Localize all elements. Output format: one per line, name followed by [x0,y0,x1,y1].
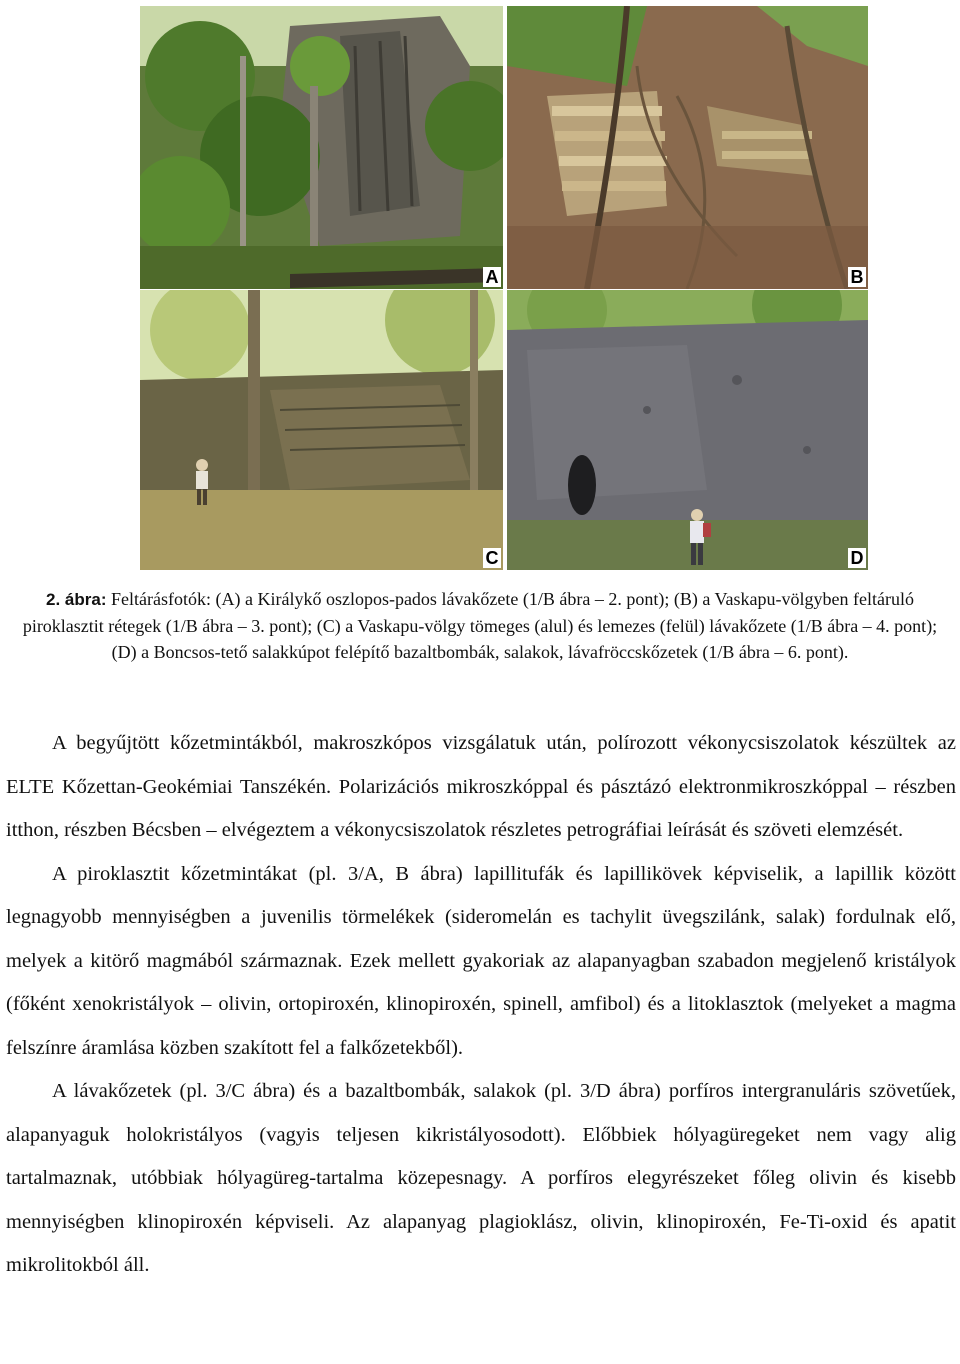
figure-caption-text: Feltárásfotók: (A) a Királykő oszlopos-pados lávakőzete (1/B ábra – 2. pont); (B) a Vaskapu-völgyben feltáruló piroklasztit rétegek (1/B ábra – 3. pont); (C) a Vaskapu-völgy tömeges (alul) és lemezes (felül) lávakőzete (1/B ábra – 4. pont); (D) a Boncsos-tető salakkúpot felépítő bazaltbombák, salakok, lávafröccskőzetek (1/B ábra – 6. pont). [22,589,938,662]
photo-c-vaskapu-lava [140,290,503,570]
photo-a-kiralyko-outcrop [140,6,503,289]
forest-cliff-image [140,6,503,289]
panel-label-b: B [848,267,866,287]
body-text [6,722,956,1288]
panel-label-d: D [848,548,866,568]
layered-rock-slope-image [507,6,868,289]
paragraph-lava-rocks: A lávakőzetek (pl. 3/C ábra) és a bazaltbombák, salakok (pl. 3/D ábra) porfíros intergranuláris szövetűek, alapanyaguk holokristályos (vagyis teljesen kikristályosodott). Előbbiek hólyagüregeket nem vagy alig tartalmaznak, utóbbiak hólyagüreg-tartalma közepesnagy. A porfíros elegyrészeket főleg olivin és kisebb mennyiségben klinopiroxén képviseli. Az alapanyag plagioklász, olivin, klinopiroxén, Fe-Ti-oxid és apatit mikrolitokból áll. [6,1080,956,1276]
paragraph-pyroclastic: A piroklasztit kőzetmintákat (pl. 3/A, B ábra) lapillitufák és lapillikövek képviselik, a lapillik között legnagyobb mennyiségben a juvenilis törmelékek (sideromelán es tachylit üvegszilánk, salak) fordulnak elő, melyek a kitörő magmából származnak. Ezek mellett gyakoriak az alapanyagban szabadon megjelenő kristályok (főként xenokristályok – olivin, ortopiroxén, klinopiroxén, spinell, amfibol) és a litoklasztok (melyeket a magma felszínre áramlása közben szakított fel a falkőzetekből). [6,862,956,1059]
figure-caption-label: 2. ábra: [46,590,107,609]
figure-caption [22,586,938,665]
panel-label-c: C [483,548,501,568]
scoria-cone-wall-image [507,290,868,570]
panel-label-a: A [483,267,501,287]
paragraph-thin-sections: A begyűjtött kőzetmintákból, makroszkópos vizsgálatuk után, polírozott vékonycsiszolatok készültek az ELTE Kőzettan-Geokémiai Tanszékén. Polarizációs mikroszkóppal és pásztázó elektronmikroszkóppal – részben itthon, részben Bécsben – elvégeztem a vékonycsiszolatok részletes petrográfiai leírását és szöveti elemzését. [6,732,956,841]
lava-wall-with-person-image [140,290,503,570]
photo-d-boncsos-scoria [507,290,868,570]
photo-b-vaskapu-pyroclastic [507,6,868,289]
